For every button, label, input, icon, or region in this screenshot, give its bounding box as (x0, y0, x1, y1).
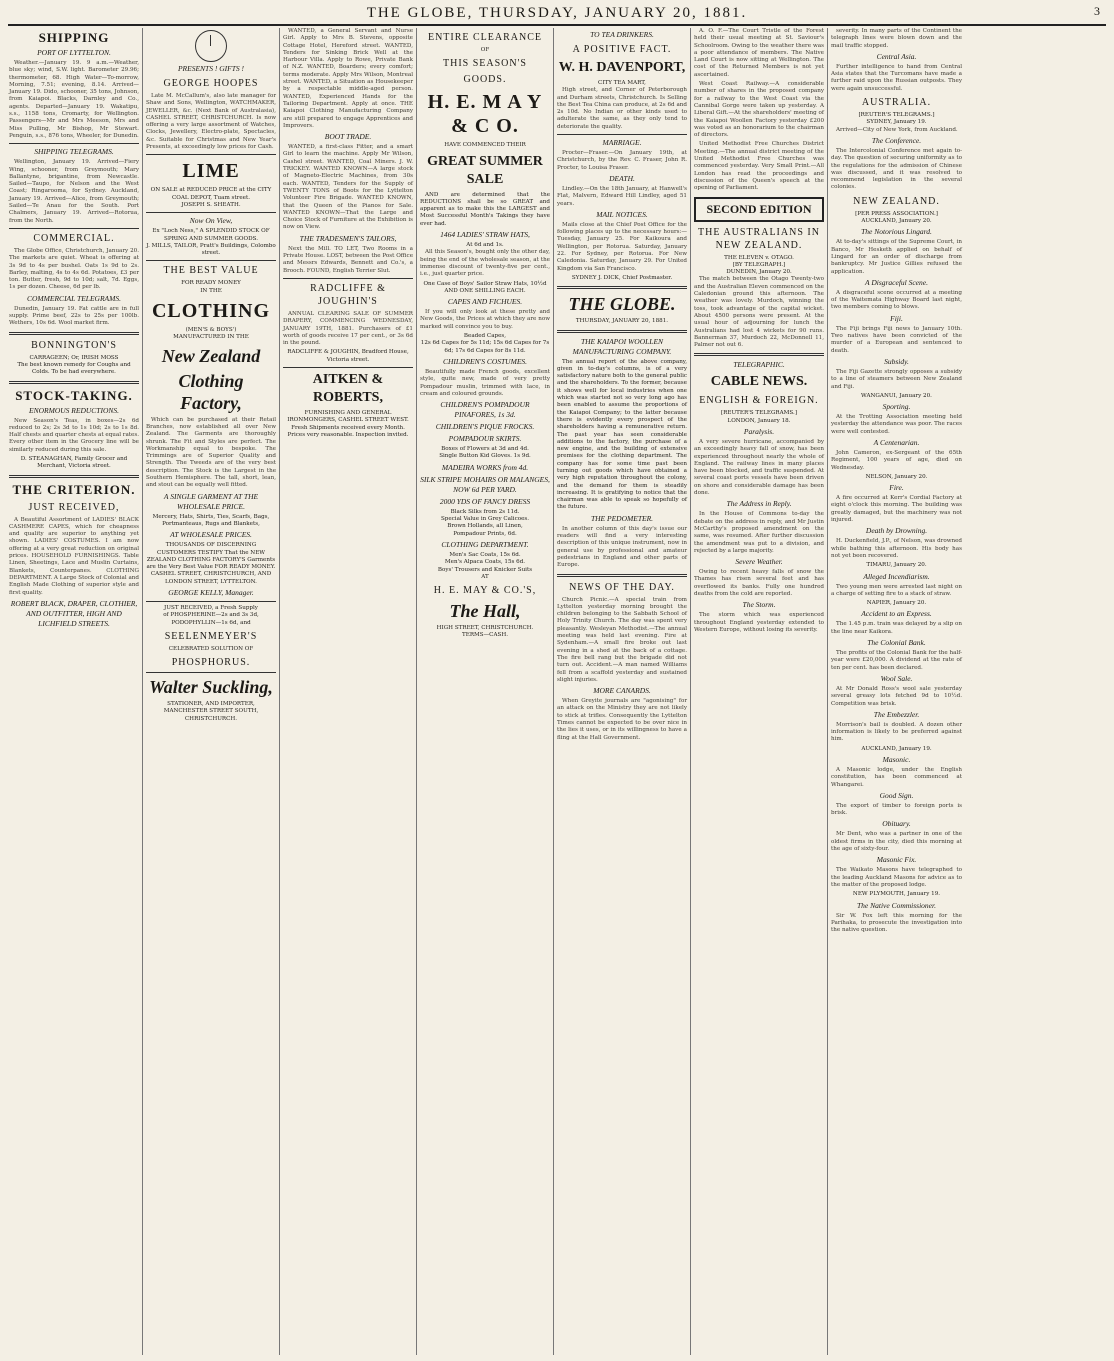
shipping-body: Weather.—January 19. 9 a.m.—Weather, blue sky; wind, S.W. light. Barometer 29.96; thermometer, 68. High Water—To-morrow, Morning, 7.51; evening, 8.14. Arrived—January 19. Dido, schooner, 35 tons, Johnson, from Kaiapoi. Blacks, Darnley and Co., agents. Departed—January 19. Wakatipu, s.s., 1158 tons, Cromarty, for Wellington. Passengers—Mr and Mrs Meeson, Mrs and Miss Pulling, Mr Bishop, Mr Stewart. Penguin, s.s., 876 tons, Wheeler, for Dunedin. (9, 60, 139, 139)
alpaca-coats: Men's Alpaca Coats, 15s 6d. (444, 559, 526, 566)
masonic: Masonic. (882, 755, 911, 764)
clock-icon (195, 30, 227, 62)
weather-body: Owing to recent heavy falls of snow the Thames has risen several feet and has overflowed its banks. Fully one hundred deaths from the cold are reported. (694, 569, 824, 598)
hemay-signature: H. E. MAY & CO.'S, (433, 585, 537, 597)
good-sign-body: The export of timber to foreign ports is brisk. (831, 802, 962, 817)
clothing-heading: CLOTHING (151, 300, 271, 323)
hoopes-heading: PRESENTS ! GIFTS ! (177, 64, 245, 73)
marriage-body: Procter—Fraser.—On January 19th, at Christchurch, by the Rev. C. Fraser, John R. Procter, to Louisa Fraser. (557, 150, 687, 171)
radcliffe-body: ANNUAL CLEARING SALE OF SUMMER DRAPERY, COMMENCING WEDNESDAY, JANUARY 19TH, 1881. Purchasers of £1 worth of goods receive 17 per cent., or 3s 6d in the pound. (283, 310, 413, 347)
capes-body: If you will only look at these pretty and New Goods, the Prices at which they are now marked will convince you to buy. (420, 309, 550, 330)
in-the: IN THE (200, 287, 222, 294)
criterion-signature: ROBERT BLACK, DRAPER, CLOTHIER, AND OUTFITTER, HIGH AND LICHFIELD STREETS. (10, 598, 138, 628)
criterion-heading: THE CRITERION. (12, 481, 136, 497)
flowers: Boxes of Flowers at 3d and 4d. (441, 446, 529, 453)
pedometer-body: In another column of this day's issue our readers will find a very interesting description of this unique instrument, now in general use by professional and amateur pedestrians in England and other parts of Europe. (557, 525, 687, 569)
death-heading: DEATH. (609, 173, 635, 183)
local-body-3: United Methodist Free Churches District Meeting.—The annual district meeting of the United Methodist Free Churches was commenced yesterday. Very Small Print.—All London has read the proceedings and discussion of the Queen's speech at the opening of Parliament. (694, 141, 824, 192)
clothing-factory-heading: Clothing Factory, (178, 370, 244, 413)
masonic-fix-body: The Waikato Masons have telegraphed to the leading Auckland Masons for advice as to the matter of the proposed lodge. (831, 867, 962, 888)
london-date: LONDON, January 18. (727, 417, 791, 424)
obituary: Obituary. (882, 819, 911, 829)
severe-weather: Severe Weather. (735, 557, 783, 567)
australians-heading: THE AUSTRALIANS IN NEW ZEALAND. (698, 226, 820, 251)
new-zealand-news: NEW ZEALAND. (853, 195, 940, 207)
entire-clearance: ENTIRE CLEARANCE (427, 32, 543, 43)
sac-coats: Men's Sac Coats, 15s 6d. (449, 551, 521, 558)
auckland-date-2: AUCKLAND, January 19. (861, 745, 932, 752)
tea-body: High street, and Corner of Peterborough and Durham streets, Christchurch. Is Selling the Best Tea China can produce, at 2s 6d and 2s 10d. No Indian or other kinds used to adulterate the same, as they only tend to deteriorate the quality. (557, 87, 687, 130)
shipping-telegrams-heading: SHIPPING TELEGRAMS. (34, 147, 114, 157)
madeira-works: MADEIRA WORKS from 4d. (441, 462, 529, 472)
by-telegraph: [BY TELEGRAPH.] (732, 261, 786, 268)
commercial-telegrams-body: Dunedin, January 19. Fat cattle are in full supply. Prime beef, 22s to 25s per 100lb. Wethers, 10s 6d. Wool market firm. (9, 305, 139, 327)
column-5 (554, 28, 691, 1355)
phosphorus: PHOSPHORUS. (171, 657, 251, 669)
ready-money: FOR READY MONEY (181, 280, 241, 287)
page-number: 3 (1094, 4, 1102, 18)
news-of-the-day: NEWS OF THE DAY. (569, 581, 675, 593)
pompadour-skirts: POMPADOUR SKIRTS. (448, 434, 522, 444)
new-zealand-heading: New Zealand (161, 345, 261, 366)
black-silks: Black Silks from 2s 11d. (450, 508, 520, 515)
column-7 (828, 28, 965, 1355)
pompadour-prints: Pompadour Prints, 6d. (453, 530, 517, 537)
wool-sale: Wool Sale. (880, 673, 913, 683)
tradesmen-heading: THE TRADESMEN'S TAILORS, (299, 233, 397, 243)
local-body-1: A. O. F.—The Court Tristle of the Forest held their usual meeting at St. Saviour's Schoolroom. Owing to the weather there was a poor attendance of members. The Native Land Court is now sitting at Wellington. The cost of the Returned Members is not yet ascertained. (694, 28, 824, 78)
this-seasons: THIS SEASON'S (443, 58, 527, 70)
sporting-body: At the Trotting Association meeting held yesterday the attendance was poor. The races were well contested. (831, 414, 962, 435)
second-edition: SECOND EDITION (694, 197, 824, 222)
address-heading: The Address in Reply. (726, 499, 792, 509)
good-sign: Good Sign. (879, 790, 914, 800)
sporting: Sporting. (882, 402, 911, 412)
wool-body: At Mr Donald Ross's wool sale yesterday several greasy lots fetched 9d to 10½d. Competition was brisk. (831, 685, 962, 707)
wholesale-body: Mercery, Hats, Shirts, Ties, Scarfs, Bags, Portmanteaus, Rugs and Blankets, (152, 513, 270, 527)
notorious-lingard: The Notorious Lingard. (861, 227, 932, 237)
dunedin-date: DUNEDIN, January 20. (726, 269, 792, 276)
more-canards: MORE CANARDS. (593, 686, 651, 696)
shipping-heading: SHIPPING (38, 30, 110, 45)
seelenmeyer: SEELENMEYER'S (164, 630, 258, 642)
grey-calicoes: Special Value in Grey Calicoes. (440, 516, 530, 523)
conference: The Conference. (871, 135, 922, 145)
commercial-body: The Globe Office, Christchurch, January 20. The markets are quiet. Wheat is offering at 3s 9d to 4s per bushel. Oats 1s 9d to 2s. Barley, malting, 4s to 4s 6d. Potatoes, £3 per ton. Butter, fresh, 9d to 10d; salt, 7d. Eggs, 1s per dozen. Cheese, 6d per lb. (9, 247, 139, 291)
cable-body: A very severe hurricane, accompanied by an exceedingly heavy fall of snow, has been experienced throughout nearly the whole of England. The railway lines in many places have been blocked, and traffic suspended. At several coast ports vessels have been driven on shore and considerable damage has been done. (694, 438, 824, 497)
stock-taking-sub: ENORMOUS REDUCTIONS. (29, 405, 119, 415)
radcliffe-signature: RADCLIFFE & JOUGHIN, Bradford House, Victoria street. (287, 349, 409, 363)
native-body: Sir W. Fox left this morning for the Parihaka, to prosecute the investigation into the native question. (831, 912, 962, 934)
criterion-sub: JUST RECEIVED, (28, 501, 120, 513)
childrens-body: Beautifully made French goods, excellent style, quite new, made of very pretty Pompadour muslin, trimmed with lace, in cream and coloured grounds. (420, 368, 550, 397)
central-asia: Central Asia. (876, 51, 917, 61)
tailor-body: Ex "Loch Ness," A SPLENDID STOCK OF SPRING AND SUMMER GOODS. (152, 228, 270, 242)
criterion-body: A Beautiful Assortment of LADIES' BLACK CASHMERE CAPES, which for cheapness and quality are superior to anything yet shown. LADIES' COSTUMES. I am now offering at a very great reduction on original prices. HOUSEHOLD FURNISHINGS. Table Linen, Sheetings, Lace and Muslin Curtains, Blankets, Counterpanes. CLOTHING DEPARTMENT. A Large Stock of Colonial and English Made Clothing of superior style and first quality. (9, 516, 139, 596)
clothing-department: CLOTHING DEPARTMENT. (441, 539, 529, 549)
subsidy-body: The Fiji Gazette strongly opposes a subsidy to a line of steamers between New Zealand and Fiji. (831, 368, 962, 390)
single-garment: A SINGLE GARMENT AT THE WHOLESALE PRICE. (163, 491, 259, 511)
mail-notices-body: Mails close at the Chief Post Office for the following places up to the necessary hours:— Tuesday, January 25. For Kaikoura and Wellington, per Rotorua. Saturday, January 22. For Sydney, per Rotorua. For New Caledonia. Saturday, January 29. For United Kingdom via San Francisco. (557, 221, 687, 272)
kid-gloves: Single Button Kid Gloves. 1s 9d. (439, 453, 531, 460)
nelson-date: NELSON, January 20. (865, 473, 928, 480)
masonic-body: A Masonic lodge, under the English constitution, has been commenced at Whangarei. (831, 767, 962, 788)
accident-express: Accident to an Express. (861, 609, 932, 619)
centenarian: A Centenarian. (873, 437, 920, 447)
sale-intro: AND are determined that the REDUCTIONS shall be so GREAT and apparent as to make this the LARGEST and Most Successful Month's Takings they have ever had. (420, 191, 550, 227)
embezzler-body: Morrison's bail is doubled. A dozen other information is likely to be preferred against him. (831, 721, 962, 743)
high-street: HIGH STREET, CHRISTCHURCH. (436, 625, 534, 632)
column-6 (691, 28, 828, 1355)
brown-hollands: Brown Hollands, all Linen, (447, 523, 523, 530)
column-2 (143, 28, 280, 1355)
death-drowning-body: H. Duckenfield, J.P., of Nelson, was drowned while bathing this afternoon. His body has not yet been recovered. (831, 538, 962, 559)
shipping-telegrams-body: Wellington, January 19. Arrived—Fiery Wing, schooner, from Greymouth; Mary Ballantyne, brigantine, from Newcastle. Sailed—Taupo, for Nelson and the West Coast; Ringarooma, for Sydney. Auckland, January 19. Arrived—Alice, from Greymouth; Sailed—Te Anau for the South. Port Chalmers, January 19. Arrived—Rotorua, from the North. (9, 159, 139, 224)
masthead (8, 2, 1106, 26)
globe-date: THURSDAY, JANUARY 20, 1881. (575, 318, 669, 325)
sydney-date: SYDNEY, January 19. (866, 119, 927, 126)
match-body: The match between the Otago Twenty-two and the Australian Eleven commenced on the Caledonian ground this afternoon. The weather was lovely. Murdoch, winning the toss, took advantage of the capital wicket. About 4500 persons were present. At the usual hour of adjourning for lunch the Australians had lost 4 wickets for 90 runs. Bannerman 37, Murdoch 22, McDonnell 11, Palmer not out 6. (694, 276, 824, 349)
paralysis: Paralysis. (743, 426, 775, 436)
manufactured-in: MANUFACTURED IN THE (173, 334, 249, 341)
centenarian-body: John Cameron, ex-Sergeant of the 65th Regiment, 100 years of age, died on Wednesday. (831, 449, 962, 471)
fiji-body: The Fiji brings Fiji news to January 10th. Two natives have been convicted of the murder of a European and sentenced to death. (831, 325, 962, 354)
phospho-body: of PHOSPHERINE—2s and 3s 3d, PODOPHYLLIN—1s 6d, and (163, 612, 259, 626)
straw-hats-body: All this Season's, bought only the other day, being the end of the wholesale season, at the immense discount of twenty-five per cent., i.e., just quarter price. (420, 249, 550, 278)
fire-body: A fire occurred at Kerr's Cordial Factory at eight o'clock this morning. The building was greatly damaged, but the machinery was not injured. (831, 495, 962, 524)
incendiarism-body: Two young men were arrested last night on a charge of setting fire to a stack of straw. (831, 583, 962, 597)
capes-heading: CAPES AND FICHUES. (447, 297, 523, 307)
conference-body: The Intercolonial Conference met again to-day. The question of securing uniformity as to the regulations for the admission of Chinese was discussed, and it was resolved to recommend legislation in the several colonies. (831, 147, 962, 191)
central-asia-body: Further intelligence to hand from Central Asia states that the Turcomans have made a further raid upon the Russian outposts. They were again unsuccessful. (831, 63, 962, 92)
pique-frocks: CHILDREN'S PIQUE FROCKS. (435, 422, 535, 432)
pedometer-heading: THE PEDOMETER. (590, 513, 654, 523)
positive-fact: A POSITIVE FACT. (572, 44, 672, 55)
storm-body: The storm which was experienced throughout England yesterday extended to Western Europe, without losing its severity. (694, 612, 824, 633)
stock-taking-heading: STOCK-TAKING. (15, 387, 133, 403)
hoopes-name: GEORGE HOOPES (163, 78, 259, 89)
fiji: Fiji. (890, 313, 903, 323)
embezzler: The Embezzler. (873, 709, 920, 719)
factory-body: Which can be purchased at their Retail Branches, now established all over New Zealand. The Garments are thoroughly shrunk. The Fit and Styles are perfect. The Workmanship equal to bespoke. The Trimmings are of Superior Quality and Strength. The Tweeds are of the very best description. The Stock is the Largest in the Southern Hemisphere. The tall, short, lean, and stout can be equally well fitted. (146, 416, 276, 489)
masonic-fix: Masonic Fix. (876, 855, 917, 865)
cable-news: CABLE NEWS. (710, 374, 808, 390)
bonnington-body: The best known remedy for Coughs and Colds. To be had everywhere. (17, 361, 131, 376)
continued-body: severity. In many parts of the Continent the telegraph lines were blown down and the mail traffic stopped. (831, 28, 962, 49)
commercial-telegrams-heading: COMMERCIAL TELEGRAMS. (26, 293, 122, 303)
column-4 (417, 28, 554, 1355)
the-globe-heading: THE GLOBE. (568, 294, 676, 315)
factory-addresses: CASHEL STREET, CHRISTCHURCH, AND LONDON STREET, LYTTELTON. (150, 571, 272, 585)
editorial: The annual report of the above company, given in to-day's columns, is of a very satisfactory nature both to the general public and the shareholders. To the former, because it shows well for local industries when one which was started not so very long ago has been enabled to assume the proportions of the Kaiapoi Company; to the latter because there is evidently every prospect of the shareholders having a remunerative return. The past year has seen considerable additions to the factory, the purchase of a new engine, and the building of extensive premises for the clothing department. The company has for some time past been turning out goods which have obtained a very high reputation throughout the colony, and the demand for them is steadily increasing. It is gratifying to notice that the chairman was able to speak so hopefully of the future. (557, 358, 687, 511)
stock-taking-signature: D. STEANAGHAN, Family Grocer and Merchant, Victoria street. (20, 455, 128, 470)
phospho-heading: JUST RECEIVED, a Fresh Supply (164, 604, 258, 611)
death-drowning: Death by Drowning. (865, 526, 928, 536)
columns (6, 28, 1108, 1355)
sign-at: AT (481, 573, 489, 580)
auckland-date: AUCKLAND, January 20. (861, 218, 932, 225)
lime-signature: JOSEPH S. SHEATH. (181, 201, 241, 208)
colonial-bank: The Colonial Bank. (867, 638, 926, 648)
have-commenced: HAVE COMMENCED THEIR (444, 142, 526, 149)
hemay-heading: H. E. M A Y & C O. (427, 91, 543, 138)
tradesmen-body: Next the Mill. TO LET, Two Rooms in a Private House. LOST, between the Post Office and Messrs Edwards, Bennett and Co.'s, a Brooch. FOUND, English Terrier Slut. (283, 245, 413, 274)
great-summer-sale: GREAT SUMMER SALE (427, 153, 543, 187)
marriage-heading: MARRIAGE. (602, 138, 642, 148)
postmaster: SYDNEY J. DICK, Chief Postmaster. (571, 274, 673, 281)
napier-date: NAPIER, January 20. (866, 600, 927, 607)
factory-manager: GEORGE KELLY, Manager. (168, 587, 254, 597)
stock-taking-body: New Season's Teas, in boxes—2s 6d reduced to 2s; 2s 3d to 1s 10d; 2s to 1s 8d. Half chests and quarter chests at equal rates. Every other item in the Grocery line will be similarly reduced during this sale. (9, 417, 139, 453)
wanted-ads: WANTED, a General Servant and Nurse Girl. Apply to Mrs B. Stevens, opposite Cottage Hotel, Hereford street. WANTED, Tenders for Sinking Brick Well at the Harbour Villa. Apply to Rowe, Private Bank of N.Z. WANTED, Boarders; every comfort; terms moderate. Apply Mrs Wilson, Montreal street. WANTED, a Situation as Housekeeper by a respectable middle-aged person. WANTED, Experienced Hands for the Tailoring Department. Apply at once. THE Kaiapoi Clothing Manufacturing Company are still prepared to engage Apprentices and Improvers. (283, 28, 413, 129)
bonnington-sub: CARRAGEEN; Or, IRISH MOSS (29, 354, 119, 361)
thousands: THOUSANDS OF DISCERNING CUSTOMERS TESTIFY That the NEW ZEALAND CLOTHING FACTORY'S Garments are the Very Best Value FOR READY MONEY. (146, 542, 276, 571)
the-hall: The Hall, (449, 601, 521, 622)
wanganui-date: WANGANUI, January 20. (861, 392, 932, 399)
press-association: [PER PRESS ASSOCIATION.] (855, 210, 938, 217)
lime-heading: LIME (182, 160, 240, 183)
lime-body: ON SALE at REDUCED PRICE at the CITY COAL DEPOT, Tuam street. (150, 187, 272, 201)
australia-heading: AUSTRALIA. (861, 97, 932, 109)
suckling-body: STATIONER, AND IMPORTER, MANCHESTER STREET SOUTH, CHRISTCHURCH. (163, 701, 259, 722)
english-foreign: ENGLISH & FOREIGN. (699, 395, 819, 407)
mens-boys: (MEN'S & BOYS') (185, 327, 237, 334)
straw-hats: 1464 LADIES' STRAW HATS, (440, 230, 530, 240)
davenport: W. H. DAVENPORT, (558, 60, 686, 75)
eleven-otago: THE ELEVEN v. OTAGO. (724, 254, 794, 261)
new-plymouth-date: NEW PLYMOUTH, January 19. (852, 891, 941, 898)
reuters-2: [REUTER'S TELEGRAMS.] (858, 112, 935, 119)
bonnington-heading: BONNINGTON'S (31, 339, 117, 351)
radcliffe-heading: RADCLIFFE & JOUGHIN'S (310, 282, 386, 307)
the-storm: The Storm. (742, 600, 776, 610)
straw-hats-price: At 6d and 1s. (466, 242, 504, 249)
beaded-body: 12s 6d Capes for 5s 11d; 15s 6d Capes for 7s 6d; 17s 6d Capes for 8s 11d. (420, 340, 550, 354)
mail-notices-heading: MAIL NOTICES. (596, 209, 648, 219)
aitken-body: FURNISHING AND GENERAL IRONMONGERS, CASHEL STREET WEST. Fresh Shipments received every Month. Prices very reasonable. Inspection invited. (287, 409, 409, 438)
boys-hats: One Case of Boys' Sailor Straw Hats, 10½d AND ONE SHILLING EACH. (423, 280, 547, 294)
death-body: Lindley.—On the 18th January, at Hanwell's Flat, Malvern, Edward Hill Lindley, aged 51 years. (557, 185, 687, 207)
address-body: In the House of Commons to-day the debate on the address in reply, and Mr Justin McCarthy's proposed amendment on the same, was resumed. After further discussion the amendment was put to a division, and rejected by a large majority. (694, 511, 824, 554)
celebrated-solution: CELEBRATED SOLUTION OF (168, 645, 254, 652)
colonial-body: The profits of the Colonial Bank for the half-year were £20,000. A dividend at the rate of ten per cent. has been declared. (831, 650, 962, 671)
terms-cash: TERMS—CASH. (462, 632, 508, 639)
boot-trade-body: WANTED, a first-class Fitter, and a smart Girl to learn the machine. Apply Mr Wilson, Cashel street. WANTED, Coal Miners. J. W. TRICKEY. WANTED KNOWN—A large stock of Magneto-Electric Machines, from 30s each. WANTED, Tenders for the Supply of TWENTY TONS of Boots for the Lyttelton Volunteer Fire Brigade. WANTED KNOWN, that the Queen of the Pianos for Sale. WANTED KNOWN—That the Large and Choice Stock of Furniture at the Exhibition is now on View. (283, 144, 413, 231)
childrens-costumes: CHILDREN'S COSTUMES. (442, 356, 528, 366)
local-body-2: West Coast Railway.—A considerable number of shares in the proposed company for a railway to the West Coast via the Cannibal Gorge were taken up yesterday. A Liberal Gift.—At the shareholders' meeting of the Kaiapoi Woollen Factory yesterday £200 was voted as an honorarium to the chairman of directors. (694, 81, 824, 139)
pinafores: CHILDREN'S POMPADOUR PINAFORES, 1s 3d. (440, 400, 530, 420)
disgraceful-scene: A Disgraceful Scene. (865, 277, 928, 287)
sydney-body: Arrived—City of New York, from Auckland. (836, 126, 958, 133)
obituary-body: Mr Dent, who was a partner in one of the oldest firms in the city, died this morning at the age of sixty-four. (831, 831, 962, 853)
telegraphic: TELEGRAPHIC. (733, 360, 785, 370)
masthead-title: THE GLOBE, THURSDAY, JANUARY 20, 1881. (366, 4, 748, 21)
news-body: Church Picnic.—A special train from Lyttelton yesterday morning brought the children belonging to the Sabbath School of Holy Trinity Church. The day was spent very pleasantly. Wesleyan Methodist.—The annual meeting was held last evening. Fire at Sydenham.—A small fire broke out last evening in a shed at the back of a cottage. The fire bell rang but the brigade did not turn out. Accident.—A man named Williams fell from a scaffold yesterday and sustained slight injuries. (557, 596, 687, 683)
hoopes-body: Late M. McCallum's, also late manager for Shaw and Sons, Wellington, WATCHMAKER, JEWELLER, &c. (Next Bank of Australasia), CASHEL STREET, CHRISTCHURCH. Is now offering a very large assortment of Watches, Clocks, Jewellery, Electro-plate, Spectacles, &c. Suitable for Christmas and New Year's Presents, at exceedingly low prices for Cash. (146, 93, 276, 151)
commercial-heading: COMMERCIAL. (33, 232, 115, 244)
column-1 (6, 28, 143, 1355)
city-tea-mart: CITY TEA MART, (598, 80, 646, 86)
notorious-body: At to-day's sittings of the Supreme Court, in Banco, Mr Hesketh applied on behalf of Lingard for an order of discharge from bankruptcy. Mr Justice Gillies refused the application. (831, 239, 962, 275)
goods-label: GOODS. (463, 74, 507, 86)
tailor-signature: J. MILLS, TAILOR, Pratt's Buildings, Colombo street. (146, 242, 276, 257)
of-label: OF (480, 47, 490, 53)
incendiarism: Alleged Incendiarism. (863, 571, 930, 581)
at-wholesale: AT WHOLESALE PRICES. (170, 530, 252, 540)
column-3 (280, 28, 417, 1355)
native-commissioner: The Native Commissioner. (857, 900, 936, 910)
more-canards-body: When Greyite journals are "agonising" for an attack on the Ministry they are not likely to stick at trifles. Consequently the Lyttelton Times cannot be expected to be over nice in the lies it uses, or in its willingness to have a fling at the Hall Government. (557, 698, 687, 741)
beaded-capes: Beaded Capes, (463, 333, 507, 340)
kaiapoi-heading: THE KAIAPOI WOOLLEN MANUFACTURING COMPANY. (572, 336, 672, 356)
tea-drinkers: TO TEA DRINKERS. (590, 30, 654, 39)
reuters: [REUTER'S TELEGRAMS.] (720, 410, 798, 417)
boys-trousers: Boys' Trousers and Knicker Suits (437, 566, 533, 573)
accident-body: The 1.45 p.m. train was delayed by a slip on the line near Kaikora. (831, 621, 962, 635)
fire: Fire. (889, 483, 904, 493)
disgraceful-body: A disgraceful scene occurred at a meeting of the Waitemata Highway Board last night, two members coming to blows. (831, 289, 962, 311)
subsidy: Subsidy. (884, 356, 909, 366)
boot-trade-heading: BOOT TRADE. (324, 132, 372, 142)
silk-stripe: SILK STRIPE MOHAIRS OR MALANGES, NOW 6d PER YARD. (420, 474, 550, 494)
port-heading: PORT OF LYTTELTON. (37, 48, 111, 57)
fancy-dress: 2000 YDS OF FANCY DRESS (439, 496, 531, 506)
timaru-date: TIMARU, January 20. (866, 562, 927, 569)
tailor-heading: Now On View, (189, 216, 233, 226)
best-value-heading: THE BEST VALUE (163, 265, 259, 277)
suckling-heading: Walter Suckling, (149, 677, 273, 698)
aitken-heading: AITKEN & ROBERTS, (312, 371, 384, 405)
